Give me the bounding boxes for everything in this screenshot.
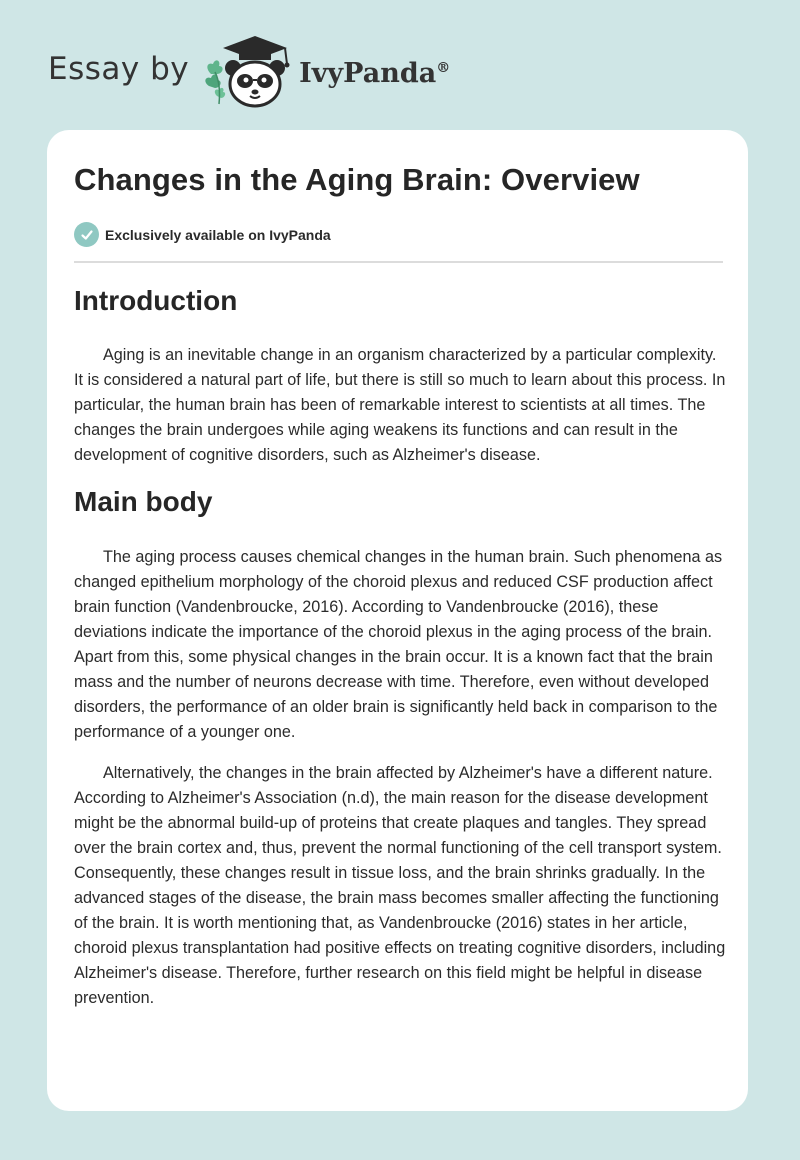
title-divider: [74, 261, 723, 263]
paragraph-intro: Aging is an inevitable change in an organism characterized by a particular complexity. It is considered a natural part of life, but there is still so much to learn about this process. In particular, the human brain has been of remarkable interest to scientists at all times. The changes the brain undergoes while aging weakens its functions and can result in the development of cognitive disorders, such as Alzheimer's disease.: [74, 346, 726, 464]
essay-title: Changes in the Aging Brain: Overview: [74, 162, 640, 197]
exclusive-label: Exclusively available on IvyPanda: [105, 226, 331, 243]
brand-text: IvyPanda: [299, 57, 437, 89]
essay-card: [47, 130, 748, 1111]
essay-by-text: Essay by: [48, 51, 190, 87]
section-heading-main-body: Main body: [74, 486, 213, 517]
brand-name[interactable]: [299, 58, 450, 89]
panda-logo-icon[interactable]: [203, 34, 295, 110]
registered-mark: ®: [436, 59, 451, 76]
site-header: [48, 34, 450, 110]
section-heading-introduction: Introduction: [74, 285, 238, 316]
paragraph-main-body-2: Alternatively, the changes in the brain affected by Alzheimer's have a different nature. According to Alzheimer's Association (n.d), the main reason for the disease development might be the abnormal build-up of proteins that create plaques and tangles. They spread over the brain cortex and, thus, prevent the normal functioning of the cell transport system. Consequently, these changes result in tissue loss, and the brain shrinks gradually. In the advanced stages of the disease, the brain mass becomes smaller affecting the functioning of the brain. It is worth mentioning that, as Vandenbroucke (2016) states in her article, choroid plexus transplantation had positive effects on treating cognitive disorders, including Alzheimer's disease. Therefore, further research on this field might be helpful in disease prevention.: [74, 764, 726, 1007]
exclusive-badge: [74, 222, 331, 247]
paragraph-main-body-1: The aging process causes chemical changes in the human brain. Such phenomena as changed epithelium morphology of the choroid plexus and reduced CSF production affect brain function (Vandenbroucke, 2016). According to Vandenbroucke (2016), these deviations indicate the importance of the choroid plexus in the aging process of the brain. Apart from this, some physical changes in the brain occur. It is a known fact that the brain mass and the number of neurons decrease with time. Therefore, even without developed disorders, the performance of an older brain is significantly held back in comparison to the performance of a younger one.: [74, 548, 723, 741]
checkmark-icon: [74, 222, 99, 247]
